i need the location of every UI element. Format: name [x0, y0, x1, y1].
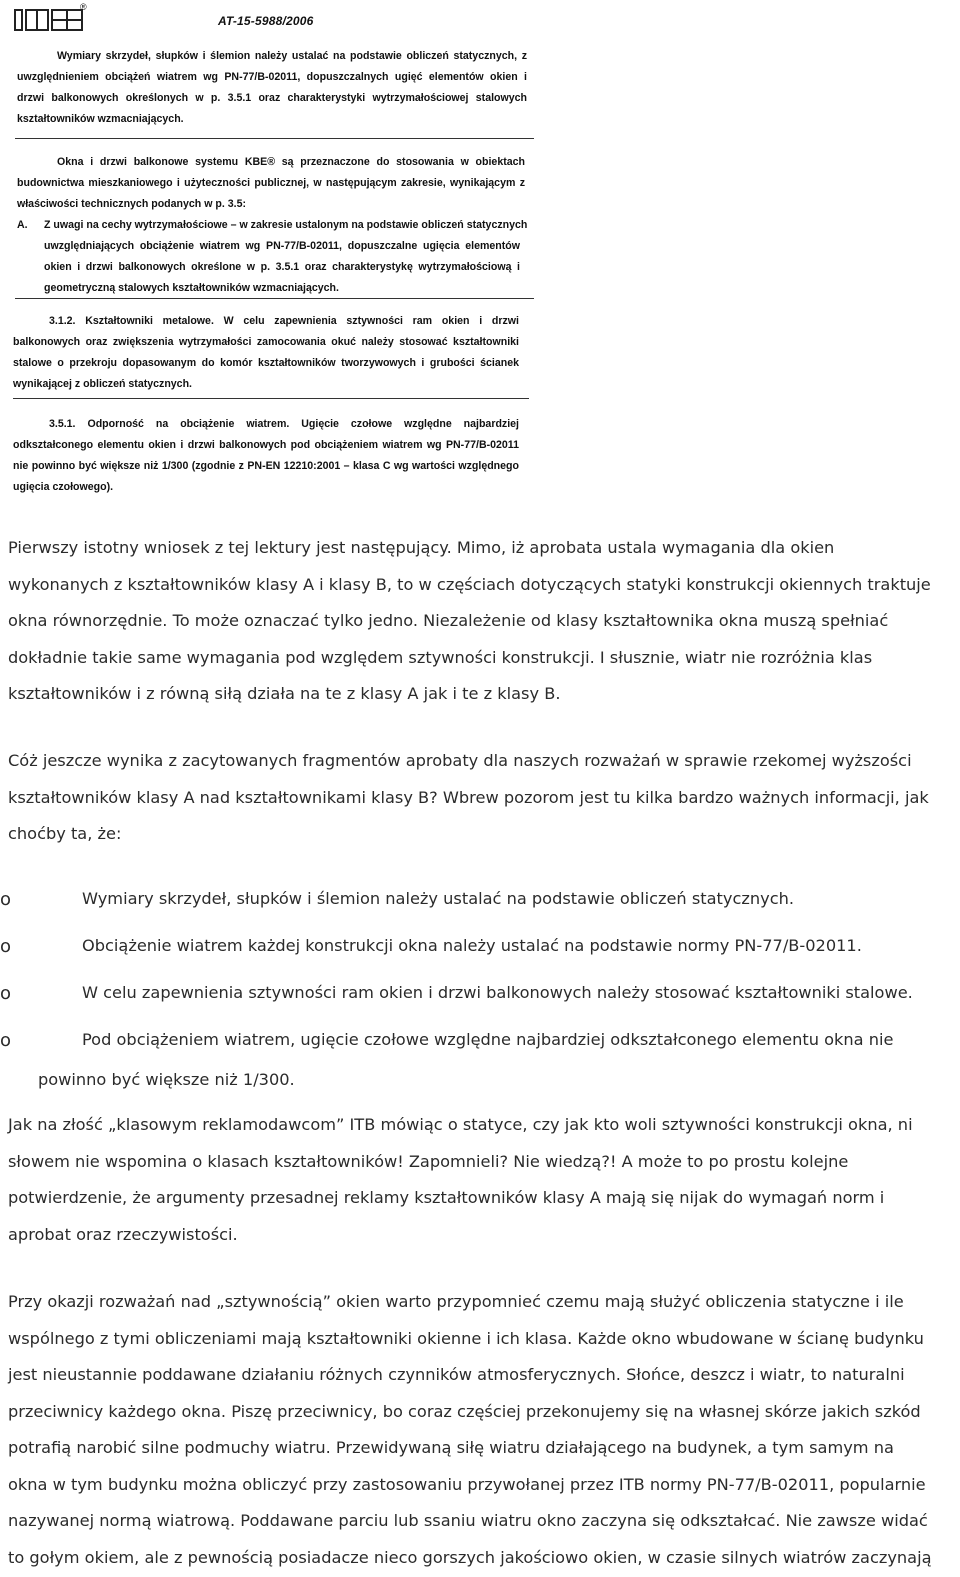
excerpt-block-2 — [57, 152, 525, 173]
excerpt-line: nie powinno być większe niż 1/300 (zgodnie z PN-EN 12210:2001 – klasa C wg wartości względnego — [13, 460, 519, 472]
list-item — [0, 889, 952, 919]
itb-logo — [14, 8, 84, 32]
excerpt-line: ugięcia czołowego). — [13, 481, 114, 493]
excerpt-block-2-rest — [17, 173, 525, 215]
excerpt-line: budownictwa mieszkaniowego i użyteczności publicznej, w następującym zakresie, wynikającym z — [17, 177, 525, 189]
excerpt-block-3-rest — [13, 332, 519, 395]
registered-mark: ® — [80, 2, 87, 12]
excerpt-line: okien i drzwi balkonowych określone w p. 3.5.1 oraz charakterystykę wytrzymałościową i — [44, 261, 520, 273]
bullet-icon: o — [0, 983, 12, 1004]
bullet-icon: o — [0, 889, 12, 910]
list-item-text: W celu zapewnienia sztywności ram okien i drzwi balkonowych należy stosować kształtowniki stalowe. — [82, 983, 913, 1002]
text-line: wykonanych z kształtowników klasy A i klasy B, to w częściach dotyczących statyki konstrukcji okiennych traktuje — [8, 574, 931, 594]
text-line: słowem nie wspomina o klasach kształtowników! Zapomnieli? Nie wiedzą?! A może to po prostu kolejne — [8, 1151, 849, 1171]
text-line: przeciwnicy każdego okna. Piszę przeciwnicy, bo coraz częściej przekonujemy się na własnej skórze jakich szkód — [8, 1401, 921, 1421]
text-line: kształtowników i z równą siłą działa na te z klasy A jak i te z klasy B. — [8, 684, 561, 703]
text-line: wspólnego z tymi obliczeniami mają kształtowniki okienne i ich klasa. Każde okno wbudowane w ścianę budynku — [8, 1328, 924, 1348]
excerpt-line: geometryczną stalowych kształtowników wzmacniających. — [44, 282, 339, 294]
text-line: potrafią narobić silne podmuchy wiatru. Przewidywaną siłę wiatru działającego na budynek, a tym samym na — [8, 1438, 894, 1457]
excerpt-line: uwzględnieniem obciążeń wiatrem wg PN-77/B-02011, dopuszczalnych ugięć elementów okien i — [17, 71, 527, 83]
paragraph-2 — [8, 743, 952, 853]
text-line: Cóż jeszcze wynika z zacytowanych fragmentów aprobaty dla naszych rozważań w sprawie rzekomej wyższości — [8, 751, 912, 770]
excerpt-line: uwzględniających obciążenie wiatrem wg PN-77/B-02011, dopuszczalne ugięcia elementów — [44, 240, 520, 252]
text-line: Jak na złość „klasowym reklamodawcom” ITB mówiąc o statyce, czy jak kto woli sztywności konstrukcji okna, ni — [8, 1115, 913, 1134]
excerpt-block-1-rest — [17, 67, 527, 130]
excerpt-line: odkształconego elementu okien i drzwi balkonowych pod obciążeniem wiatrem wg PN-77/B-02011 — [13, 439, 519, 451]
excerpt-block-4-rest — [13, 435, 519, 498]
text-line: kształtowników klasy A nad kształtownikami klasy B? Wbrew pozorom jest tu kilka bardzo ważnych informacji, jak — [8, 787, 929, 807]
list-item-text: Pod obciążeniem wiatrem, ugięcie czołowe względne najbardziej odkształconego elementu okna nie — [82, 1030, 894, 1049]
paragraph-3 — [8, 1107, 952, 1253]
excerpt-line: Z uwagi na cechy wytrzymałościowe – w zakresie ustalonym na podstawie obliczeń statycznych — [44, 219, 528, 231]
list-item-text: Obciążenie wiatrem każdej konstrukcji okna należy ustalać na podstawie normy PN-77/B-02011. — [82, 936, 862, 955]
list-item-continuation: powinno być większe niż 1/300. — [38, 1070, 295, 1089]
paragraph-4 — [8, 1284, 952, 1576]
excerpt-line: stalowe o przekroju dopasowanym do komór kształtowników tworzywowych i grubości ścianek — [13, 357, 519, 369]
document-id: AT-15-5988/2006 — [218, 14, 314, 28]
list-item — [0, 1030, 952, 1060]
excerpt-item-marker: A. — [17, 219, 28, 231]
excerpt-line: 3.1.2. Kształtowniki metalowe. W celu zapewnienia sztywności ram okien i drzwi — [49, 315, 519, 327]
excerpt-line: drzwi balkonowych określonych w p. 3.5.1 oraz charakterystyki wytrzymałościowej stalowych — [17, 92, 527, 104]
excerpt-line: Okna i drzwi balkonowe systemu KBE® są przeznaczone do stosowania w obiektach — [57, 156, 525, 168]
text-line: potwierdzenie, że argumenty przesadnej reklamy kształtowników klasy A mają się nijak do wymagań norm i — [8, 1188, 885, 1207]
divider — [15, 298, 534, 299]
bullet-icon: o — [0, 936, 12, 957]
text-line: okna równorzędnie. To może oznaczać tylko jedno. Niezależenie od klasy kształtownika okna muszą spełniać — [8, 611, 889, 630]
text-line: dokładnie takie same wymagania pod względem sztywności konstrukcji. I słusznie, wiatr nie rozróżnia klas — [8, 647, 873, 667]
list-item — [0, 983, 952, 1013]
paragraph-1 — [8, 530, 952, 713]
excerpt-line: właściwości technicznych podanych w p. 3.5: — [17, 198, 247, 210]
text-line: jest nieustannie poddawane działaniu różnych czynników atmosferycznych. Słońce, deszcz i wiatr, to naturalni — [8, 1365, 905, 1384]
excerpt-item — [44, 215, 528, 299]
scanned-excerpt — [0, 0, 540, 500]
excerpt-line: kształtowników wzmacniających. — [17, 113, 184, 125]
divider — [15, 138, 534, 139]
text-line: nazywanej normą wiatrową. Poddawane parciu lub ssaniu wiatru okno zaczyna się odkształcać. Nie zawsze widać — [8, 1511, 928, 1530]
text-line: Pierwszy istotny wniosek z tej lektury jest następujący. Mimo, iż aprobata ustala wymagania dla okien — [8, 538, 835, 557]
text-line: to gołym okiem, ale z pewnością posiadacze nieco gorszych jakościowo okien, w czasie silnych wiatrów zaczynają — [8, 1547, 932, 1567]
divider — [13, 398, 529, 399]
excerpt-block-1 — [57, 46, 527, 67]
list-item — [0, 936, 952, 966]
list-item-text: Wymiary skrzydeł, słupków i ślemion należy ustalać na podstawie obliczeń statycznych. — [82, 889, 794, 908]
excerpt-line: wynikającej z obliczeń statycznych. — [13, 378, 192, 390]
text-line: aprobat oraz rzeczywistości. — [8, 1224, 238, 1244]
bullet-icon: o — [0, 1030, 12, 1051]
text-line: okna w tym budynku można obliczyć przy zastosowaniu przywołanej przez ITB normy PN-77/B-02011, popularnie — [8, 1474, 926, 1494]
excerpt-line: Wymiary skrzydeł, słupków i ślemion należy ustalać na podstawie obliczeń statycznych, z — [57, 50, 527, 62]
text-line: choćby ta, że: — [8, 824, 122, 843]
excerpt-line: balkonowych oraz zwiększenia wytrzymałości zamocowania okuć należy stosować kształtowniki — [13, 336, 519, 348]
excerpt-block-4 — [49, 414, 519, 435]
text-line: Przy okazji rozważań nad „sztywnością” okien warto przypomnieć czemu mają służyć obliczenia statyczne i ile — [8, 1292, 904, 1311]
excerpt-block-3 — [49, 311, 519, 332]
excerpt-line: 3.5.1. Odporność na obciążenie wiatrem. Ugięcie czołowe względne najbardziej — [49, 418, 519, 430]
